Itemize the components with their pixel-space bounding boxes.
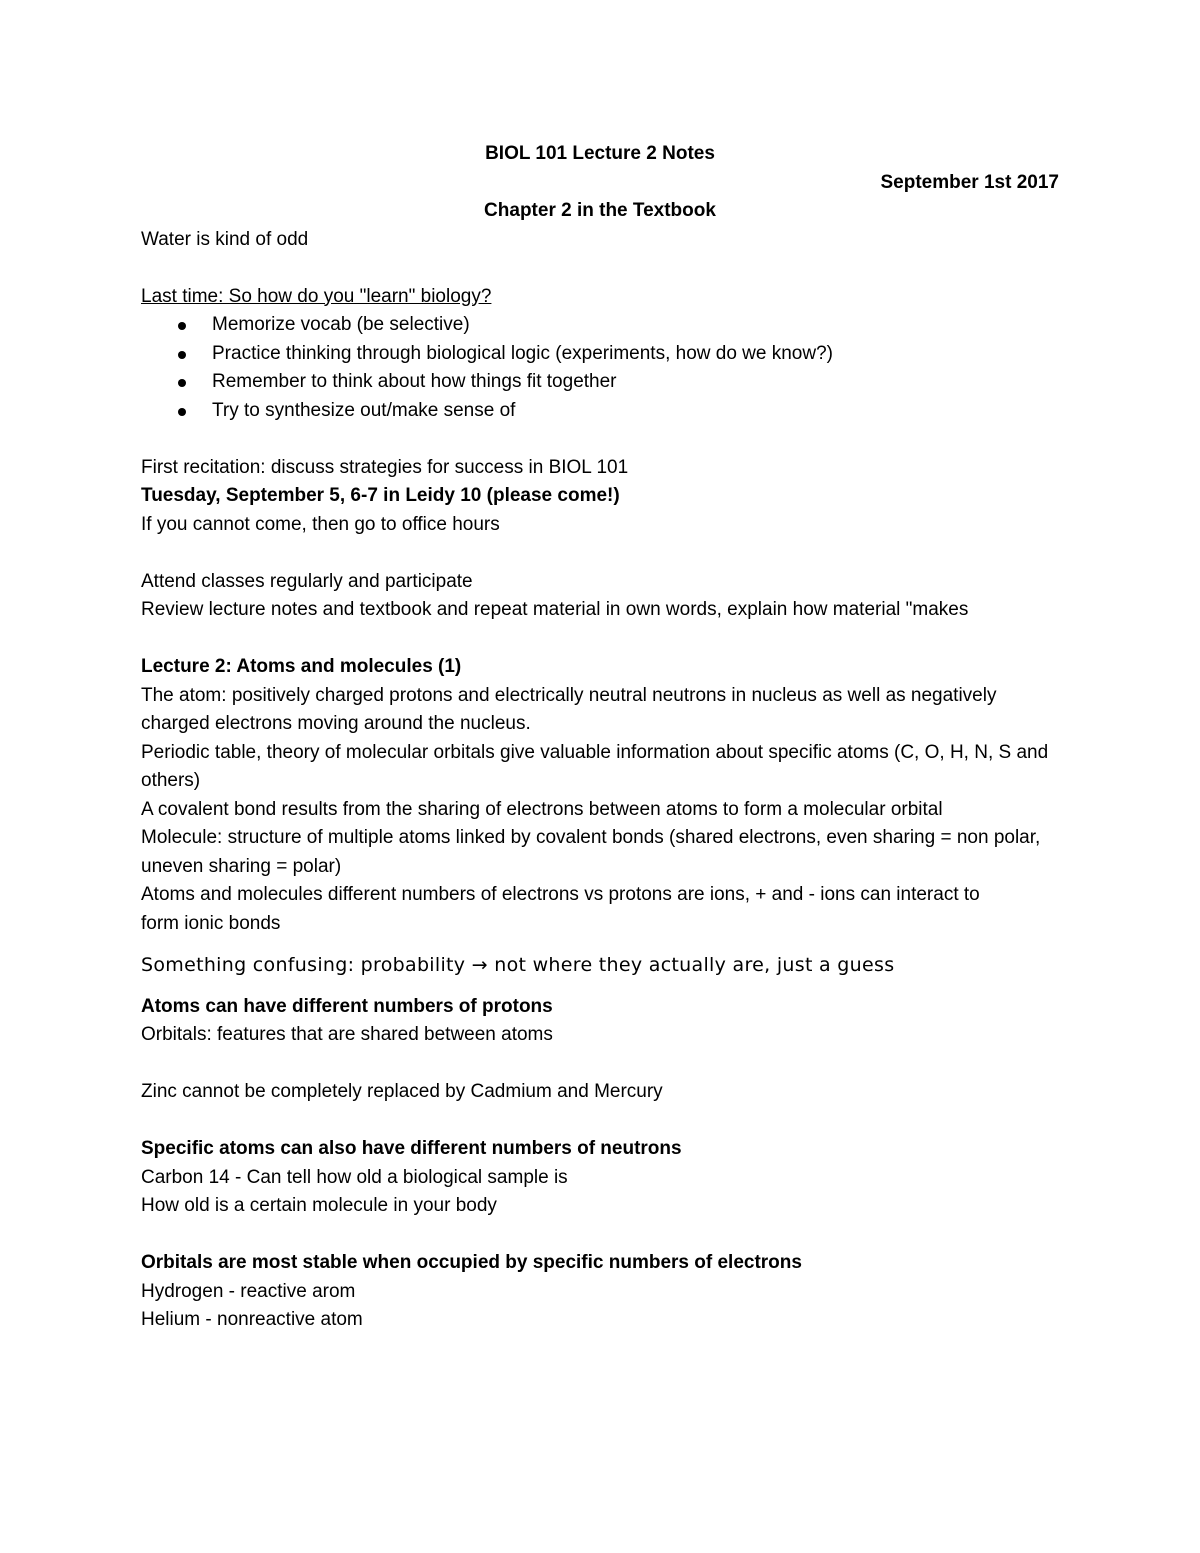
bullet-icon bbox=[178, 351, 186, 359]
spacer bbox=[141, 1221, 1059, 1250]
attend-line: Attend classes regularly and participate bbox=[141, 570, 473, 592]
chapter-heading: Chapter 2 in the Textbook bbox=[484, 200, 716, 221]
spacer bbox=[141, 1107, 1059, 1136]
molecule-paragraph: Molecule: structure of multiple atoms linked by covalent bonds (shared electrons, even sharing = non polar, uneven sharing = polar) bbox=[141, 827, 1041, 877]
neutrons-heading: Specific atoms can also have different numbers of neutrons bbox=[141, 1138, 682, 1159]
carbon-line: Carbon 14 - Can tell how old a biological sample is bbox=[141, 1166, 568, 1188]
orbitals-line: Orbitals: features that are shared between atoms bbox=[141, 1024, 553, 1045]
review-line: Review lecture notes and textbook and repeat material in own words, explain how material "makes bbox=[141, 599, 969, 620]
document-page bbox=[141, 140, 1059, 1335]
intro-line: Water is kind of odd bbox=[141, 228, 309, 250]
recitation-line: First recitation: discuss strategies for success in BIOL 101 bbox=[141, 456, 629, 478]
spacer bbox=[141, 425, 1059, 454]
bullet-icon bbox=[178, 379, 186, 387]
study-tips-list bbox=[141, 311, 1059, 425]
list-item: Memorize vocab (be selective) bbox=[141, 311, 1059, 340]
recitation-time: Tuesday, September 5, 6-7 in Leidy 10 (please come!) bbox=[141, 485, 620, 506]
helium-line: Helium - nonreactive atom bbox=[141, 1309, 363, 1330]
protons-heading: Atoms can have different numbers of protons bbox=[141, 995, 553, 1017]
office-hours-line: If you cannot come, then go to office hours bbox=[141, 513, 500, 535]
lecture2-heading: Lecture 2: Atoms and molecules (1) bbox=[141, 656, 462, 677]
zinc-line: Zinc cannot be completely replaced by Cadmium and Mercury bbox=[141, 1081, 663, 1102]
ions-paragraph: Atoms and molecules different numbers of electrons vs protons are ions, + and - ions can interact to form ionic bonds bbox=[141, 884, 980, 934]
molecule-age-line: How old is a certain molecule in your body bbox=[141, 1195, 497, 1216]
covalent-bond-paragraph: A covalent bond results from the sharing of electrons between atoms to form a molecular orbital bbox=[141, 798, 943, 820]
spacer bbox=[141, 254, 1059, 283]
periodic-table-paragraph: Periodic table, theory of molecular orbitals give valuable information about specific atoms (C, O, H, N, S and others) bbox=[141, 741, 1049, 791]
bullet-icon bbox=[178, 322, 186, 330]
confusing-note: Something confusing: probability → not where they actually are, just a guess bbox=[141, 954, 895, 976]
spacer bbox=[141, 625, 1059, 654]
document-date: September 1st 2017 bbox=[880, 171, 1059, 193]
bullet-icon bbox=[178, 408, 186, 416]
atom-paragraph: The atom: positively charged protons and electrically neutral neutrons in nucleus as well as negatively charged electrons moving around the nucleus. bbox=[141, 684, 997, 734]
spacer bbox=[141, 1050, 1059, 1079]
hydrogen-line: Hydrogen - reactive arom bbox=[141, 1280, 356, 1302]
list-item: Remember to think about how things fit together bbox=[141, 368, 1059, 397]
orbitals-heading: Orbitals are most stable when occupied by specific numbers of electrons bbox=[141, 1252, 802, 1273]
list-item: Try to synthesize out/make sense of bbox=[141, 397, 1059, 426]
document-title: BIOL 101 Lecture 2 Notes bbox=[485, 143, 715, 164]
spacer bbox=[141, 539, 1059, 568]
last-time-heading: Last time: So how do you "learn" biology? bbox=[141, 285, 492, 307]
list-item: Practice thinking through biological logic (experiments, how do we know?) bbox=[141, 340, 1059, 369]
